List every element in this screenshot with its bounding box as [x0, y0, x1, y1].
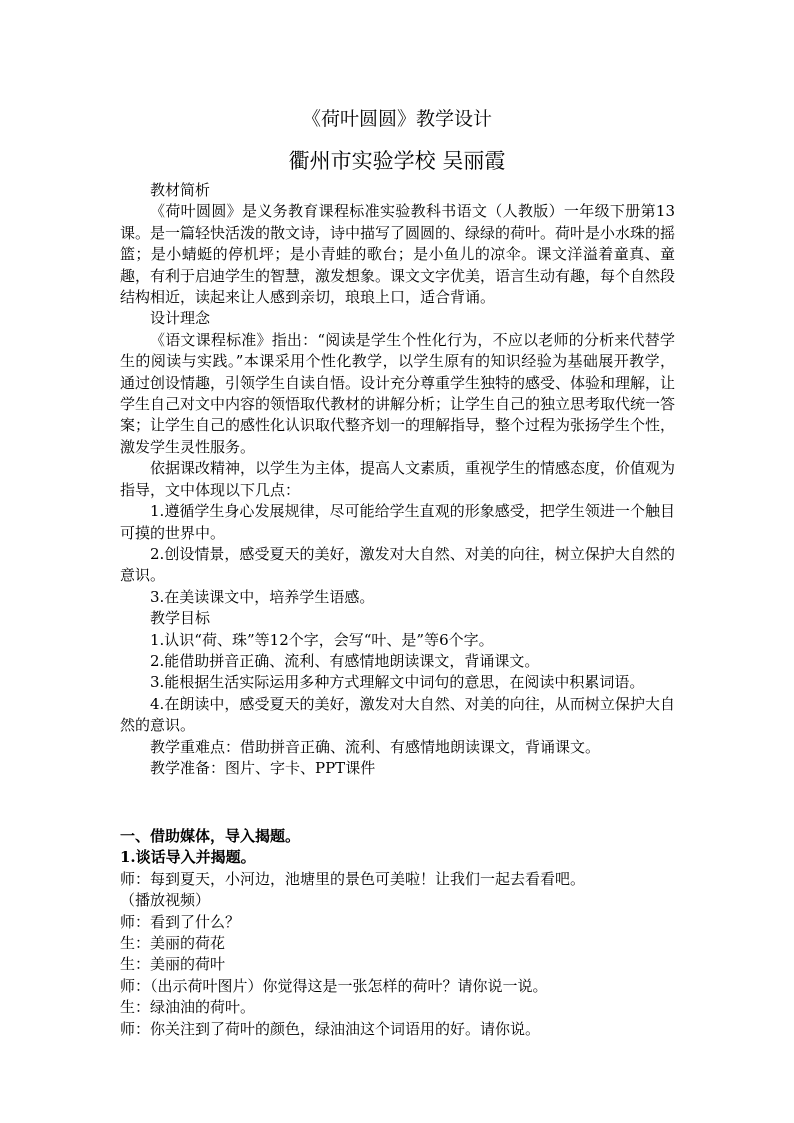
dialogue-line: 师：看到了什么？: [120, 912, 241, 931]
paragraph: 《语文课程标准》指出：“阅读是学生个性化行为，不应以老师的分析来代替学生的阅读与实践。”本课采用个性化教学，以学生原有的知识经验为基础展开教学，通过创设情趣，引领学生自读自悟。设计充分尊重学生独特的感受、体验和理解，让学生自己对文中内容的领悟取代教材的讲解分析；让学生自己的独立思考取代统一答案；让学生自己的感性化认识取代整齐划一的理解指导，整个过程为张扬学生个性，激发学生灵性服务。: [120, 330, 676, 456]
section-heading: 教学目标: [150, 609, 211, 628]
dialogue-line: 师：你关注到了荷叶的颜色，绿油油这个词语用的好。请你说。: [120, 1019, 541, 1038]
document-body: [120, 180, 675, 779]
author-line: 衢州市实验学校 吴丽霞: [288, 149, 506, 173]
paragraph: 1.遵循学生身心发展规律，尽可能给学生直观的形象感受，把学生领进一个触目可摸的世界中。: [120, 502, 675, 542]
paragraph: 4.在朗读中，感受夏天的美好，激发对大自然、对美的向往，从而树立保护大自然的意识。: [120, 694, 675, 735]
dialogue-line: 师：每到夏天，小河边，池塘里的景色可美啦！让我们一起去看看吧。: [120, 869, 586, 888]
dialogue-line: 生：美丽的荷叶: [120, 955, 226, 974]
paragraph: 1.认识“荷、珠”等12个字，会写“叶、是”等6个字。: [150, 630, 494, 649]
paragraph: 2.能借助拼音正确、流利、有感情地朗读课文，背诵课文。: [150, 651, 540, 670]
dialogue-line: 生：美丽的荷花: [120, 934, 226, 953]
dialogue-line: （播放视频）: [120, 891, 211, 910]
part-subheading: 1.谈话导入并揭题。: [120, 848, 256, 867]
lesson-part-1: [120, 826, 675, 1040]
paragraph: 2.创设情景，感受夏天的美好，激发对大自然、对美的向往，树立保护大自然的意识。: [120, 544, 675, 585]
paragraph: 教学重难点：借助拼音正确、流利、有感情地朗读课文，背诵课文。: [150, 737, 601, 756]
document-title: 《荷叶圆圆》教学设计: [301, 108, 492, 130]
paragraph: 《荷叶圆圆》是义务教育课程标准实验教科书语文（人教版）一年级下册第13课。是一篇轻快活泼的散文诗，诗中描写了圆圆的、绿绿的荷叶。荷叶是小水珠的摇篮；是小蜻蜓的停机坪；是小青蛙的歌台；是小鱼儿的凉伞。课文洋溢着童真、童趣，有利于启迪学生的智慧，激发想象。课文文字优美，语言生动有趣，每个自然段结构相近，读起来让人感到亲切，琅琅上口，适合背诵。: [120, 202, 676, 307]
paragraph: 3.在美读课文中，培养学生语感。: [150, 587, 375, 606]
paragraph: 教学准备：图片、字卡、PPT课件: [150, 758, 376, 777]
paragraph: 3.能根据生活实际运用多种方式理解文中词句的意思，在阅读中积累词语。: [150, 673, 645, 692]
part-heading: 一、借助媒体，导入揭题。: [120, 827, 301, 845]
section-heading: 设计理念: [150, 309, 211, 328]
paragraph: 依据课改精神，以学生为主体，提高人文素质，重视学生的情感态度，价值观为指导，文中体现以下几点：: [120, 459, 676, 499]
dialogue-line: 生：绿油油的荷叶。: [120, 998, 256, 1017]
section-heading: 教材简析: [150, 181, 211, 199]
dialogue-line: 师：（出示荷叶图片）你觉得这是一张怎样的荷叶？请你说一说。: [120, 976, 548, 995]
